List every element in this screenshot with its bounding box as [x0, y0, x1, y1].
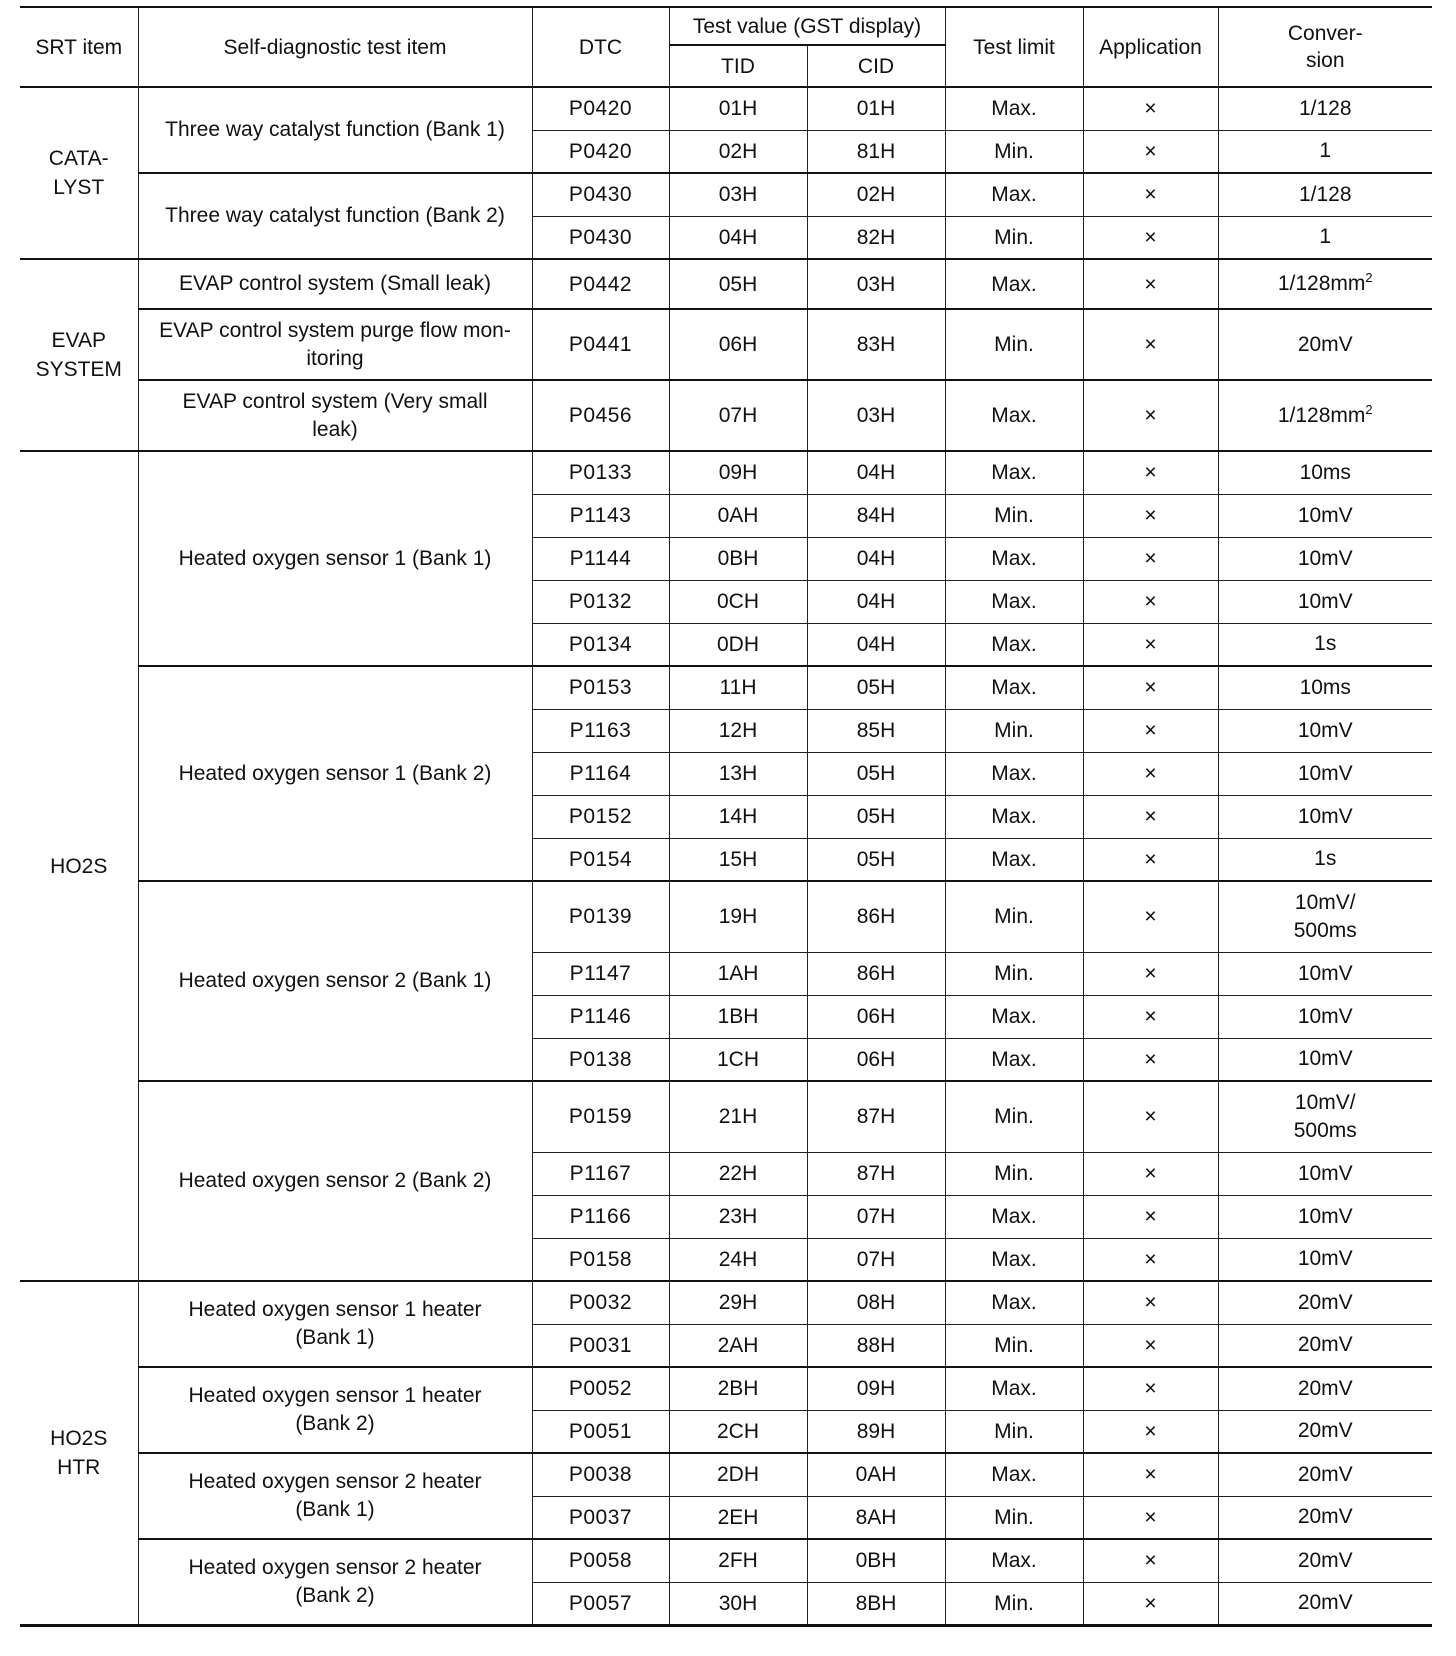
test-limit-cell: Max.: [945, 380, 1083, 451]
conversion-cell: [1218, 1496, 1432, 1539]
test-limit-cell: Min.: [945, 1081, 1083, 1152]
dtc-cell: P1164: [532, 752, 669, 795]
test-item-cell: EVAP control system purge flow mon- itoring: [138, 309, 532, 380]
table-row: [20, 1367, 1432, 1410]
table-row: [20, 451, 1432, 494]
cid-cell: 86H: [807, 952, 945, 995]
conversion-superscript: 2: [1365, 270, 1373, 285]
test-limit-cell: Min.: [945, 494, 1083, 537]
dtc-cell: P0058: [532, 1539, 669, 1582]
tid-cell: 13H: [669, 752, 807, 795]
tid-cell: 03H: [669, 173, 807, 216]
conversion-cell: [1218, 1081, 1432, 1152]
dtc-cell: P0138: [532, 1038, 669, 1081]
dtc-cell: P0159: [532, 1081, 669, 1152]
cid-cell: 04H: [807, 451, 945, 494]
test-limit-cell: Min.: [945, 1582, 1083, 1625]
test-item-cell: Three way catalyst function (Bank 2): [138, 173, 532, 259]
table-row: [20, 380, 1432, 451]
application-cell: ×: [1083, 87, 1218, 130]
conversion-value: 20mV: [1297, 332, 1353, 356]
cid-cell: 05H: [807, 752, 945, 795]
conversion-value: 10mV: [1297, 804, 1353, 828]
application-cell: ×: [1083, 451, 1218, 494]
conversion-value: 10mV/ 500ms: [1293, 890, 1357, 942]
header-cid: CID: [807, 45, 945, 87]
srt-item-cell: EVAP SYSTEM: [20, 259, 138, 451]
cid-cell: 04H: [807, 623, 945, 666]
conversion-value: 20mV: [1297, 1419, 1353, 1443]
tid-cell: 09H: [669, 451, 807, 494]
conversion-value: 10mV: [1297, 961, 1353, 985]
test-item-cell: EVAP control system (Small leak): [138, 259, 532, 309]
dtc-cell: P0154: [532, 838, 669, 881]
conversion-value: 1: [1319, 139, 1332, 163]
header-dtc: DTC: [532, 7, 669, 87]
conversion-value: 20mV: [1297, 1591, 1353, 1614]
conversion-value: 1s: [1314, 847, 1337, 871]
tid-cell: 19H: [669, 881, 807, 952]
application-cell: ×: [1083, 380, 1218, 451]
tid-cell: 2CH: [669, 1410, 807, 1453]
dtc-cell: P0132: [532, 580, 669, 623]
header-test-item: Self-diagnostic test item: [138, 7, 532, 87]
test-limit-cell: Max.: [945, 1238, 1083, 1281]
conversion-value: 10mV: [1297, 503, 1353, 527]
tid-cell: 1CH: [669, 1038, 807, 1081]
table-row: [20, 259, 1432, 309]
application-cell: ×: [1083, 1238, 1218, 1281]
application-cell: ×: [1083, 838, 1218, 881]
conversion-cell: [1218, 752, 1432, 795]
conversion-cell: [1218, 494, 1432, 537]
dtc-cell: P0430: [532, 173, 669, 216]
dtc-cell: P1143: [532, 494, 669, 537]
test-item-cell: Heated oxygen sensor 1 heater (Bank 2): [138, 1367, 532, 1453]
cid-cell: 01H: [807, 87, 945, 130]
cid-cell: 04H: [807, 580, 945, 623]
conversion-value: 10ms: [1299, 460, 1351, 484]
header-tid: TID: [669, 45, 807, 87]
test-limit-cell: Min.: [945, 881, 1083, 952]
header-application: Application: [1083, 7, 1218, 87]
application-cell: ×: [1083, 580, 1218, 623]
conversion-cell: [1218, 173, 1432, 216]
cid-cell: 06H: [807, 1038, 945, 1081]
conversion-value: 1/128mm: [1277, 403, 1366, 427]
application-cell: ×: [1083, 130, 1218, 173]
conversion-cell: [1218, 130, 1432, 173]
cid-cell: 07H: [807, 1238, 945, 1281]
conversion-cell: [1218, 216, 1432, 259]
conversion-value: 10ms: [1299, 675, 1351, 699]
test-item-cell: Heated oxygen sensor 1 (Bank 2): [138, 666, 532, 881]
application-cell: ×: [1083, 1152, 1218, 1195]
tid-cell: 2EH: [669, 1496, 807, 1539]
cid-cell: 06H: [807, 995, 945, 1038]
conversion-cell: [1218, 1453, 1432, 1496]
conversion-cell: [1218, 1281, 1432, 1324]
application-cell: ×: [1083, 795, 1218, 838]
conversion-cell: [1218, 380, 1432, 451]
dtc-cell: P0139: [532, 881, 669, 952]
application-cell: ×: [1083, 1410, 1218, 1453]
test-limit-cell: Min.: [945, 309, 1083, 380]
test-item-cell: Heated oxygen sensor 2 heater (Bank 2): [138, 1539, 532, 1625]
conversion-value: 10mV: [1297, 1047, 1353, 1071]
cid-cell: 87H: [807, 1152, 945, 1195]
application-cell: ×: [1083, 952, 1218, 995]
srt-item-cell: HO2S HTR: [20, 1281, 138, 1625]
conversion-value: 10mV: [1297, 1204, 1353, 1228]
dtc-cell: P0420: [532, 87, 669, 130]
dtc-cell: P0430: [532, 216, 669, 259]
dtc-cell: P0133: [532, 451, 669, 494]
conversion-cell: [1218, 1152, 1432, 1195]
test-limit-cell: Min.: [945, 130, 1083, 173]
tid-cell: 0AH: [669, 494, 807, 537]
test-limit-cell: Max.: [945, 259, 1083, 309]
tid-cell: 11H: [669, 666, 807, 709]
dtc-cell: P0442: [532, 259, 669, 309]
test-limit-cell: Max.: [945, 752, 1083, 795]
conversion-value: 20mV: [1297, 1505, 1353, 1529]
application-cell: ×: [1083, 1324, 1218, 1367]
conversion-value: 20mV: [1297, 1462, 1353, 1486]
dtc-cell: P0038: [532, 1453, 669, 1496]
cid-cell: 83H: [807, 309, 945, 380]
dtc-cell: P1163: [532, 709, 669, 752]
tid-cell: 0BH: [669, 537, 807, 580]
cid-cell: 05H: [807, 666, 945, 709]
header-test-limit: Test limit: [945, 7, 1083, 87]
test-limit-cell: Max.: [945, 451, 1083, 494]
tid-cell: 06H: [669, 309, 807, 380]
application-cell: ×: [1083, 709, 1218, 752]
table-row: [20, 1453, 1432, 1496]
test-limit-cell: Max.: [945, 1453, 1083, 1496]
conversion-superscript: 2: [1365, 401, 1373, 417]
test-limit-cell: Max.: [945, 795, 1083, 838]
dtc-cell: P0051: [532, 1410, 669, 1453]
dtc-cell: P0420: [532, 130, 669, 173]
tid-cell: 2DH: [669, 1453, 807, 1496]
test-limit-cell: Max.: [945, 838, 1083, 881]
conversion-cell: [1218, 309, 1432, 380]
test-limit-cell: Max.: [945, 580, 1083, 623]
test-limit-cell: Min.: [945, 1410, 1083, 1453]
tid-cell: 22H: [669, 1152, 807, 1195]
dtc-cell: P1144: [532, 537, 669, 580]
conversion-value: 20mV: [1297, 1548, 1353, 1572]
tid-cell: 0DH: [669, 623, 807, 666]
application-cell: ×: [1083, 537, 1218, 580]
tid-cell: 21H: [669, 1081, 807, 1152]
test-item-cell: Three way catalyst function (Bank 1): [138, 87, 532, 173]
tid-cell: 07H: [669, 380, 807, 451]
dtc-cell: P1147: [532, 952, 669, 995]
dtc-cell: P0052: [532, 1367, 669, 1410]
application-cell: ×: [1083, 1539, 1218, 1582]
header-srt-item: SRT item: [20, 7, 138, 87]
table-row: [20, 87, 1432, 130]
test-item-cell: Heated oxygen sensor 2 (Bank 2): [138, 1081, 532, 1281]
conversion-value: 1/128: [1298, 182, 1352, 206]
tid-cell: 24H: [669, 1238, 807, 1281]
application-cell: ×: [1083, 1281, 1218, 1324]
cid-cell: 85H: [807, 709, 945, 752]
conversion-cell: [1218, 838, 1432, 881]
srt-item-cell: CATA- LYST: [20, 87, 138, 259]
conversion-cell: [1218, 1038, 1432, 1081]
test-item-cell: Heated oxygen sensor 2 heater (Bank 1): [138, 1453, 532, 1539]
cid-cell: 84H: [807, 494, 945, 537]
conversion-cell: [1218, 537, 1432, 580]
tid-cell: 14H: [669, 795, 807, 838]
conversion-value: 1: [1319, 225, 1332, 249]
conversion-value: 10mV: [1297, 546, 1353, 570]
cid-cell: 05H: [807, 795, 945, 838]
application-cell: ×: [1083, 1496, 1218, 1539]
tid-cell: 2FH: [669, 1539, 807, 1582]
dtc-cell: P0057: [532, 1582, 669, 1625]
header-conversion: Conver- sion: [1218, 7, 1432, 87]
table-row: [20, 1081, 1432, 1152]
tid-cell: 15H: [669, 838, 807, 881]
dtc-cell: P0153: [532, 666, 669, 709]
test-limit-cell: Max.: [945, 623, 1083, 666]
conversion-value: 10mV/ 500ms: [1293, 1090, 1357, 1142]
tid-cell: 23H: [669, 1195, 807, 1238]
dtc-cell: P0456: [532, 380, 669, 451]
tid-cell: 12H: [669, 709, 807, 752]
dtc-cell: P0134: [532, 623, 669, 666]
conversion-cell: [1218, 795, 1432, 838]
test-item-cell: EVAP control system (Very small leak): [138, 380, 532, 451]
srt-item-cell: HO2S: [20, 451, 138, 1281]
test-item-cell: Heated oxygen sensor 1 heater (Bank 1): [138, 1281, 532, 1367]
cid-cell: 8BH: [807, 1582, 945, 1625]
cid-cell: 09H: [807, 1367, 945, 1410]
conversion-cell: [1218, 952, 1432, 995]
cid-cell: 87H: [807, 1081, 945, 1152]
conversion-cell: [1218, 666, 1432, 709]
cid-cell: 0AH: [807, 1453, 945, 1496]
table-row: [20, 309, 1432, 380]
tid-cell: 02H: [669, 130, 807, 173]
conversion-cell: [1218, 87, 1432, 130]
conversion-cell: [1218, 1582, 1432, 1625]
dtc-cell: P0037: [532, 1496, 669, 1539]
tid-cell: 2AH: [669, 1324, 807, 1367]
tid-cell: 04H: [669, 216, 807, 259]
conversion-cell: [1218, 580, 1432, 623]
table-header: [20, 7, 1432, 87]
conversion-cell: [1218, 451, 1432, 494]
table-row: [20, 881, 1432, 952]
dtc-cell: P0158: [532, 1238, 669, 1281]
test-limit-cell: Max.: [945, 87, 1083, 130]
application-cell: ×: [1083, 1367, 1218, 1410]
application-cell: ×: [1083, 623, 1218, 666]
cid-cell: 04H: [807, 537, 945, 580]
application-cell: ×: [1083, 309, 1218, 380]
table-row: [20, 1281, 1432, 1324]
cid-cell: 02H: [807, 173, 945, 216]
test-limit-cell: Max.: [945, 1539, 1083, 1582]
conversion-value: 10mV: [1297, 1247, 1353, 1271]
dtc-cell: P1167: [532, 1152, 669, 1195]
conversion-value: 20mV: [1297, 1333, 1353, 1357]
conversion-cell: [1218, 259, 1432, 309]
conversion-cell: [1218, 623, 1432, 666]
cid-cell: 82H: [807, 216, 945, 259]
test-item-cell: Heated oxygen sensor 2 (Bank 1): [138, 881, 532, 1081]
tid-cell: 30H: [669, 1582, 807, 1625]
tid-cell: 29H: [669, 1281, 807, 1324]
application-cell: ×: [1083, 259, 1218, 309]
conversion-cell: [1218, 995, 1432, 1038]
cid-cell: 03H: [807, 259, 945, 309]
cid-cell: 89H: [807, 1410, 945, 1453]
test-limit-cell: Max.: [945, 1367, 1083, 1410]
tid-cell: 01H: [669, 87, 807, 130]
dtc-cell: P0152: [532, 795, 669, 838]
application-cell: ×: [1083, 881, 1218, 952]
conversion-value: 20mV: [1297, 1290, 1353, 1314]
conversion-cell: [1218, 1367, 1432, 1410]
dtc-cell: P0032: [532, 1281, 669, 1324]
conversion-value: 1s: [1314, 632, 1337, 656]
dtc-cell: P1146: [532, 995, 669, 1038]
cid-cell: 88H: [807, 1324, 945, 1367]
application-cell: ×: [1083, 173, 1218, 216]
conversion-cell: [1218, 1195, 1432, 1238]
application-cell: ×: [1083, 1081, 1218, 1152]
tid-cell: 1AH: [669, 952, 807, 995]
test-limit-cell: Min.: [945, 952, 1083, 995]
conversion-value: 10mV: [1297, 761, 1353, 785]
test-limit-cell: Max.: [945, 537, 1083, 580]
conversion-cell: [1218, 1238, 1432, 1281]
cid-cell: 0BH: [807, 1539, 945, 1582]
application-cell: ×: [1083, 1038, 1218, 1081]
table-row: [20, 666, 1432, 709]
test-limit-cell: Min.: [945, 709, 1083, 752]
test-limit-cell: Min.: [945, 1324, 1083, 1367]
table-row: [20, 173, 1432, 216]
test-limit-cell: Max.: [945, 995, 1083, 1038]
cid-cell: 8AH: [807, 1496, 945, 1539]
test-limit-cell: Max.: [945, 173, 1083, 216]
tid-cell: 05H: [669, 259, 807, 309]
srt-diagnostic-table: [20, 6, 1432, 1627]
test-limit-cell: Max.: [945, 1038, 1083, 1081]
application-cell: ×: [1083, 995, 1218, 1038]
tid-cell: 2BH: [669, 1367, 807, 1410]
conversion-cell: [1218, 881, 1432, 952]
cid-cell: 05H: [807, 838, 945, 881]
header-test-value: Test value (GST display): [669, 7, 945, 45]
dtc-cell: P0031: [532, 1324, 669, 1367]
conversion-value: 10mV: [1297, 718, 1353, 742]
application-cell: ×: [1083, 216, 1218, 259]
conversion-cell: [1218, 1324, 1432, 1367]
conversion-value: 1/128: [1298, 96, 1352, 120]
application-cell: ×: [1083, 1453, 1218, 1496]
application-cell: ×: [1083, 1582, 1218, 1625]
test-limit-cell: Max.: [945, 1281, 1083, 1324]
cid-cell: 07H: [807, 1195, 945, 1238]
conversion-value: 10mV: [1297, 1004, 1353, 1028]
test-limit-cell: Max.: [945, 1195, 1083, 1238]
tid-cell: 0CH: [669, 580, 807, 623]
test-item-cell: Heated oxygen sensor 1 (Bank 1): [138, 451, 532, 666]
cid-cell: 03H: [807, 380, 945, 451]
conversion-value: 1/128mm: [1277, 272, 1366, 295]
test-limit-cell: Min.: [945, 1152, 1083, 1195]
table-row: [20, 1539, 1432, 1582]
test-limit-cell: Min.: [945, 1496, 1083, 1539]
application-cell: ×: [1083, 1195, 1218, 1238]
conversion-cell: [1218, 709, 1432, 752]
conversion-value: 10mV: [1297, 1161, 1353, 1185]
dtc-cell: P1166: [532, 1195, 669, 1238]
test-limit-cell: Min.: [945, 216, 1083, 259]
conversion-value: 20mV: [1297, 1376, 1353, 1400]
test-limit-cell: Max.: [945, 666, 1083, 709]
table-body: [20, 87, 1432, 1625]
conversion-cell: [1218, 1410, 1432, 1453]
conversion-value: 10mV: [1297, 589, 1353, 613]
cid-cell: 81H: [807, 130, 945, 173]
application-cell: ×: [1083, 752, 1218, 795]
application-cell: ×: [1083, 494, 1218, 537]
conversion-cell: [1218, 1539, 1432, 1582]
application-cell: ×: [1083, 666, 1218, 709]
cid-cell: 86H: [807, 881, 945, 952]
dtc-cell: P0441: [532, 309, 669, 380]
cid-cell: 08H: [807, 1281, 945, 1324]
tid-cell: 1BH: [669, 995, 807, 1038]
